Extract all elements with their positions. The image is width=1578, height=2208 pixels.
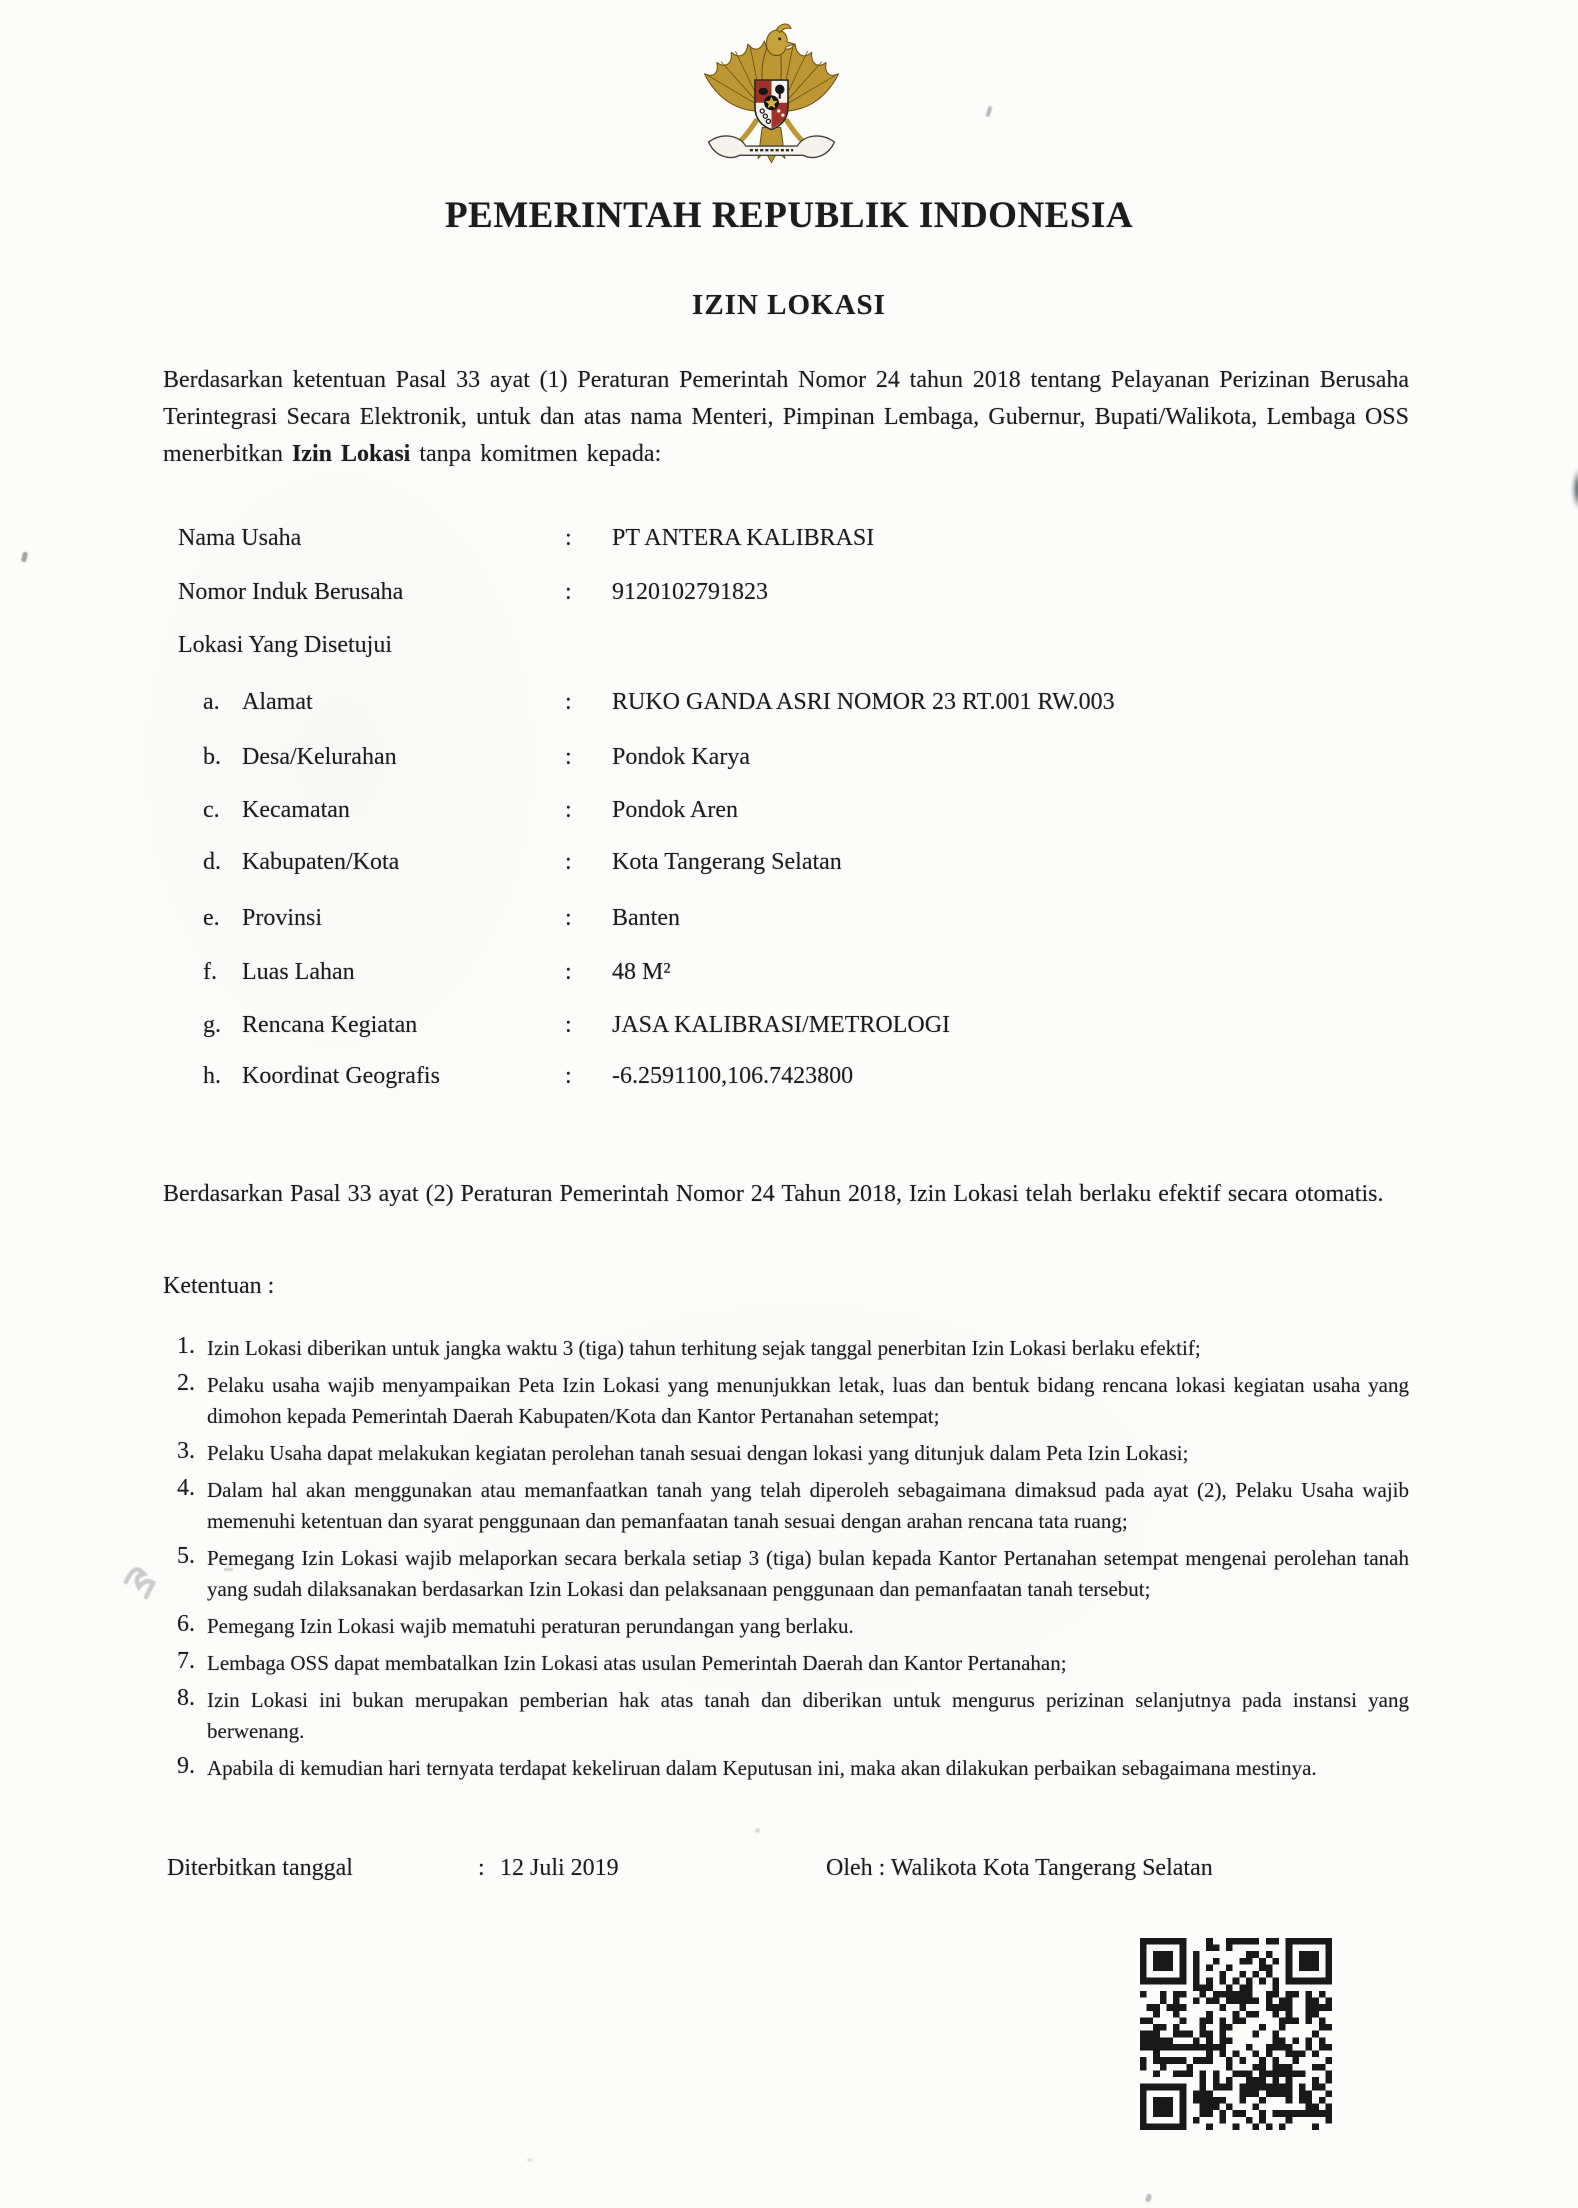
field-row	[0, 522, 1578, 556]
field-colon: :	[565, 959, 572, 985]
field-letter: f.	[203, 959, 217, 985]
field-colon: :	[565, 905, 572, 931]
field-value: Pondok Karya	[612, 744, 750, 770]
term-text: Pemegang Izin Lokasi wajib mematuhi peraturan perundangan yang berlaku.	[207, 1614, 854, 1638]
term-number: 3.	[177, 1438, 195, 1464]
field-colon: :	[565, 849, 572, 875]
term-item	[177, 1438, 1409, 1469]
issued-date-value: 12 Juli 2019	[500, 1855, 619, 1881]
field-letter: h.	[203, 1063, 221, 1089]
field-value: Kota Tangerang Selatan	[612, 849, 842, 875]
field-colon: :	[565, 579, 572, 605]
field-label: Provinsi	[242, 905, 323, 931]
scan-speck	[755, 1828, 760, 1833]
document-title: IZIN LOKASI	[692, 289, 886, 321]
issued-date-colon: :	[478, 1855, 485, 1881]
term-item	[177, 1685, 1409, 1747]
field-label: Alamat	[242, 689, 313, 715]
term-number: 8.	[177, 1685, 195, 1711]
intro-text-pre: Berdasarkan ketentuan Pasal 33 ayat (1) Peraturan Pemerintah Nomor 24 tahun 2018 tentang Pelayanan Perizinan Berusaha Terintegrasi Secara Elektronik, untuk dan atas nama Menteri, Pimpinan Lembaga, Gubernur, Bupati/Walikota, Lembaga OSS menerbitkan	[163, 367, 1409, 467]
term-item	[177, 1648, 1409, 1679]
field-row	[0, 576, 1578, 610]
field-value: -6.2591100,106.7423800	[612, 1063, 854, 1089]
scan-speck	[1145, 2193, 1152, 2202]
term-text: Apabila di kemudian hari ternyata terdapat kekeliruan dalam Keputusan ini, maka akan dilakukan perbaikan sebagaimana mestinya.	[207, 1756, 1317, 1780]
field-letter: g.	[203, 1012, 221, 1038]
field-label: Kecamatan	[242, 797, 350, 823]
term-item	[177, 1753, 1409, 1784]
scan-smudge	[1560, 458, 1578, 520]
field-colon: :	[565, 525, 572, 551]
qr-code	[1140, 1938, 1332, 2130]
field-colon: :	[565, 797, 572, 823]
field-label: Nama Usaha	[178, 525, 302, 551]
term-text: Izin Lokasi ini bukan merupakan pemberian hak atas tanah dan diberikan untuk mengurus perizinan selanjutnya pada instansi yang berwenang.	[207, 1688, 1409, 1743]
field-label: Koordinat Geografis	[242, 1063, 440, 1089]
field-value: 48 M²	[612, 959, 671, 985]
field-colon: :	[565, 1063, 572, 1089]
term-text: Pelaku Usaha dapat melakukan kegiatan perolehan tanah sesuai dengan lokasi yang ditunjuk dalam Peta Izin Lokasi;	[207, 1441, 1189, 1465]
field-row	[0, 629, 1578, 663]
field-value: Banten	[612, 905, 680, 931]
intro-paragraph	[163, 362, 1409, 473]
term-item	[177, 1370, 1409, 1432]
field-letter: d.	[203, 849, 221, 875]
pancasila-shield	[755, 80, 788, 130]
field-row	[0, 741, 1578, 775]
field-label: Nomor Induk Berusaha	[178, 579, 404, 605]
field-label: Lokasi Yang Disetujui	[178, 632, 393, 658]
field-label: Kabupaten/Kota	[242, 849, 400, 875]
issued-date-label: Diterbitkan tanggal	[167, 1855, 353, 1881]
term-number: 9.	[177, 1753, 195, 1779]
scan-speck	[985, 106, 992, 118]
field-row	[0, 956, 1578, 990]
field-row	[0, 846, 1578, 880]
term-item	[177, 1475, 1409, 1537]
term-number: 1.	[177, 1333, 195, 1359]
scan-speck	[527, 2158, 533, 2162]
intro-text-post: tanpa komitmen kepada:	[410, 441, 662, 467]
term-number: 6.	[177, 1611, 195, 1637]
term-text: Pemegang Izin Lokasi wajib melaporkan secara berkala setiap 3 (tiga) bulan kepada Kantor Pertanahan setempat mengenai perolehan tanah yang sudah dilaksanakan berdasarkan Izin Lokasi dan pelaksanaan penggunaan dan pemanfaatan tanah tersebut;	[207, 1546, 1409, 1601]
field-row	[0, 1009, 1578, 1043]
field-letter: e.	[203, 905, 220, 931]
field-row	[0, 794, 1578, 828]
field-letter: c.	[203, 797, 220, 823]
field-colon: :	[565, 744, 572, 770]
term-text: Izin Lokasi diberikan untuk jangka waktu 3 (tiga) tahun terhitung sejak tanggal penerbitan Izin Lokasi berlaku efektif;	[207, 1336, 1201, 1360]
term-number: 4.	[177, 1475, 195, 1501]
tail	[758, 128, 785, 163]
term-number: 7.	[177, 1648, 195, 1674]
term-item	[177, 1543, 1409, 1605]
field-value: JASA KALIBRASI/METROLOGI	[612, 1012, 951, 1038]
effective-clause: Berdasarkan Pasal 33 ayat (2) Peraturan Pemerintah Nomor 24 Tahun 2018, Izin Lokasi telah berlaku efektif secara otomatis.	[163, 1181, 1384, 1207]
field-row	[0, 686, 1578, 720]
garuda-pancasila-emblem	[694, 12, 849, 177]
terms-list	[177, 1333, 1409, 1790]
field-colon: :	[565, 1012, 572, 1038]
field-row	[0, 1060, 1578, 1094]
field-colon: :	[565, 689, 572, 715]
terms-heading: Ketentuan :	[163, 1273, 275, 1299]
issuance-row	[0, 1855, 1578, 1891]
term-text: Lembaga OSS dapat membatalkan Izin Lokasi atas usulan Pemerintah Daerah dan Kantor Pertanahan;	[207, 1651, 1067, 1675]
field-label: Desa/Kelurahan	[242, 744, 397, 770]
field-letter: b.	[203, 744, 221, 770]
term-number: 5.	[177, 1543, 195, 1569]
page-title: PEMERINTAH REPUBLIK INDONESIA	[444, 195, 1134, 236]
field-letter: a.	[203, 689, 220, 715]
field-value: 9120102791823	[612, 579, 768, 605]
field-label: Rencana Kegiatan	[242, 1012, 418, 1038]
intro-text-bold: Izin Lokasi	[291, 441, 411, 467]
term-text: Pelaku usaha wajib menyampaikan Peta Izin Lokasi yang menunjukkan letak, luas dan bentuk bidang rencana lokasi kegiatan usaha yang dimohon kepada Pemerintah Daerah Kabupaten/Kota dan Kantor Pertanahan setempat;	[207, 1373, 1409, 1428]
term-item	[177, 1611, 1409, 1642]
field-value: Pondok Aren	[612, 797, 738, 823]
term-text: Dalam hal akan menggunakan atau memanfaatkan tanah yang telah diperoleh sebagaimana dimaksud pada ayat (2), Pelaku Usaha wajib memenuhi ketentuan dan syarat penggunaan dan pemanfaatan tanah sesuai dengan arahan rencana tata ruang;	[207, 1478, 1409, 1533]
pencil-mark	[118, 1548, 170, 1600]
field-value: RUKO GANDA ASRI NOMOR 23 RT.001 RW.003	[612, 689, 1115, 715]
term-item	[177, 1333, 1409, 1364]
term-number: 2.	[177, 1370, 195, 1396]
issuer-value: Oleh : Walikota Kota Tangerang Selatan	[826, 1855, 1213, 1881]
field-value: PT ANTERA KALIBRASI	[612, 525, 875, 551]
field-row	[0, 902, 1578, 936]
field-label: Luas Lahan	[242, 959, 355, 985]
